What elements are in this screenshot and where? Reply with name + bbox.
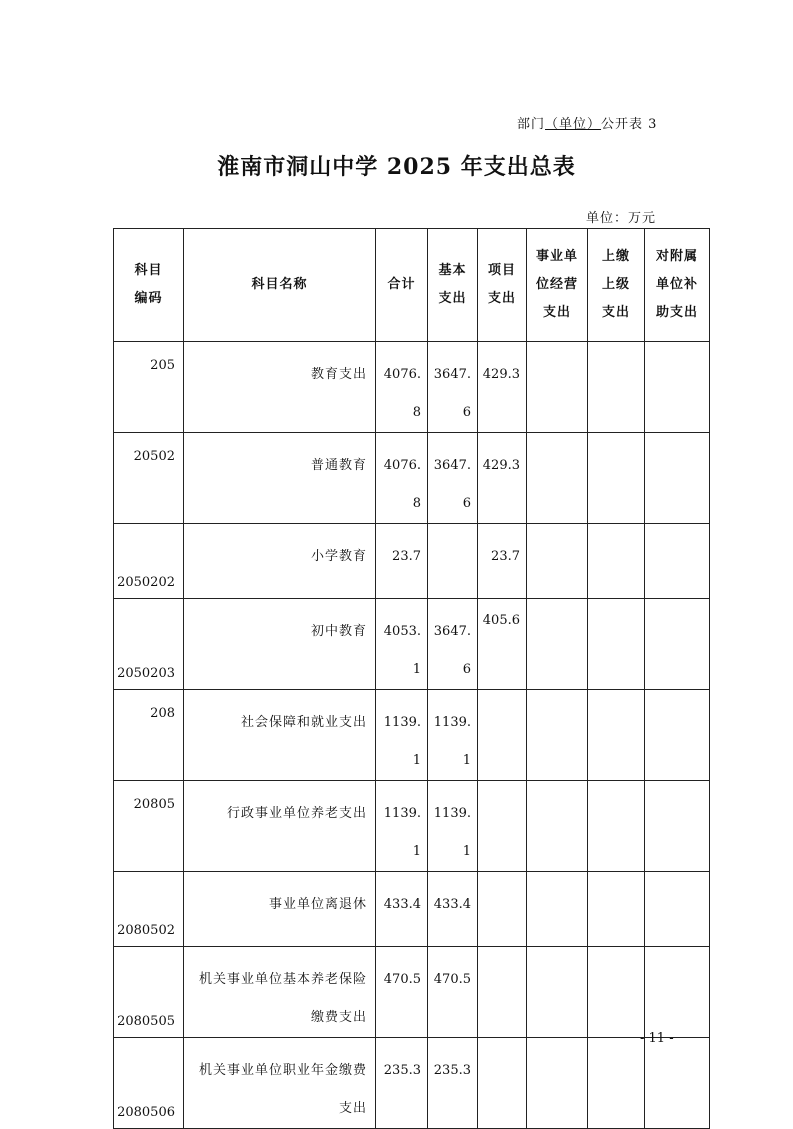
cell-project: 429.3: [478, 342, 527, 433]
cell-subsidy: [645, 947, 710, 1038]
table-row: [114, 1038, 710, 1129]
cell-remit: [588, 947, 645, 1038]
cell-code: 20805: [114, 781, 184, 872]
cell-code: 2080502: [114, 872, 184, 947]
cell-total: 23.7: [376, 524, 428, 599]
cell-business: [527, 872, 588, 947]
cell-project: [478, 1038, 527, 1129]
unit-label: 单位：万元: [586, 211, 657, 226]
cell-name: 机关事业单位基本养老保险缴费支出: [184, 947, 376, 1038]
cell-code: 20502: [114, 433, 184, 524]
cell-project: [478, 690, 527, 781]
cell-subsidy: [645, 781, 710, 872]
cell-project: 405.6: [478, 599, 527, 690]
header-business: 事业单位经营支出: [527, 229, 588, 342]
cell-project: [478, 947, 527, 1038]
cell-basic: 1139.1: [428, 690, 478, 781]
table-header-row: [114, 229, 710, 342]
table-row: [114, 342, 710, 433]
cell-project: 429.3: [478, 433, 527, 524]
cell-subsidy: [645, 342, 710, 433]
cell-subsidy: [645, 524, 710, 599]
cell-total: 4076.8: [376, 342, 428, 433]
cell-code: 208: [114, 690, 184, 781]
cell-project: [478, 872, 527, 947]
cell-code: 2050202: [114, 524, 184, 599]
cell-business: [527, 433, 588, 524]
cell-subsidy: [645, 599, 710, 690]
cell-total: 433.4: [376, 872, 428, 947]
cell-code: 2080506: [114, 1038, 184, 1129]
cell-remit: [588, 433, 645, 524]
cell-subsidy: [645, 872, 710, 947]
cell-basic: 1139.1: [428, 781, 478, 872]
cell-business: [527, 1038, 588, 1129]
cell-business: [527, 690, 588, 781]
cell-name: 事业单位离退休: [184, 872, 376, 947]
header-name: 科目名称: [184, 229, 376, 342]
page-title: 淮南市洞山中学 2025 年支出总表: [217, 154, 576, 180]
cell-business: [527, 342, 588, 433]
form-number: [517, 113, 657, 132]
cell-name: 小学教育: [184, 524, 376, 599]
cell-subsidy: [645, 690, 710, 781]
cell-total: 470.5: [376, 947, 428, 1038]
cell-basic: 235.3: [428, 1038, 478, 1129]
table-row: [114, 781, 710, 872]
cell-subsidy: [645, 433, 710, 524]
cell-project: [478, 781, 527, 872]
cell-name: 普通教育: [184, 433, 376, 524]
cell-code: 2050203: [114, 599, 184, 690]
cell-basic: 3647.6: [428, 342, 478, 433]
cell-subsidy: [645, 1038, 710, 1129]
header-project: 项目支出: [478, 229, 527, 342]
cell-total: 4053.1: [376, 599, 428, 690]
cell-business: [527, 524, 588, 599]
cell-total: 235.3: [376, 1038, 428, 1129]
cell-remit: [588, 599, 645, 690]
header-total: 合计: [376, 229, 428, 342]
form-unit: （单位）: [545, 117, 602, 132]
cell-remit: [588, 781, 645, 872]
cell-basic: 470.5: [428, 947, 478, 1038]
cell-remit: [588, 342, 645, 433]
page-number: - 11 -: [640, 1031, 674, 1046]
table-row: [114, 599, 710, 690]
cell-basic: 3647.6: [428, 599, 478, 690]
cell-business: [527, 947, 588, 1038]
table-row: [114, 524, 710, 599]
cell-code: 2080505: [114, 947, 184, 1038]
cell-code: 205: [114, 342, 184, 433]
cell-remit: [588, 1038, 645, 1129]
cell-business: [527, 599, 588, 690]
cell-basic: [428, 524, 478, 599]
header-basic: 基本支出: [428, 229, 478, 342]
table-row: [114, 690, 710, 781]
cell-total: 1139.1: [376, 690, 428, 781]
cell-remit: [588, 690, 645, 781]
cell-basic: 3647.6: [428, 433, 478, 524]
cell-name: 初中教育: [184, 599, 376, 690]
cell-business: [527, 781, 588, 872]
cell-project: 23.7: [478, 524, 527, 599]
cell-name: 机关事业单位职业年金缴费支出: [184, 1038, 376, 1129]
table-row: [114, 947, 710, 1038]
table-row: [114, 872, 710, 947]
cell-remit: [588, 872, 645, 947]
header-code: 科目编码: [114, 229, 184, 342]
form-prefix: 部门: [517, 117, 546, 132]
header-subsidy: 对附属单位补助支出: [645, 229, 710, 342]
expenditure-table: [113, 228, 710, 1129]
cell-total: 4076.8: [376, 433, 428, 524]
table-row: [114, 433, 710, 524]
header-remit: 上缴上级支出: [588, 229, 645, 342]
cell-name: 教育支出: [184, 342, 376, 433]
cell-name: 行政事业单位养老支出: [184, 781, 376, 872]
cell-total: 1139.1: [376, 781, 428, 872]
cell-basic: 433.4: [428, 872, 478, 947]
cell-remit: [588, 524, 645, 599]
form-suffix: 公开表 3: [601, 117, 658, 132]
cell-name: 社会保障和就业支出: [184, 690, 376, 781]
